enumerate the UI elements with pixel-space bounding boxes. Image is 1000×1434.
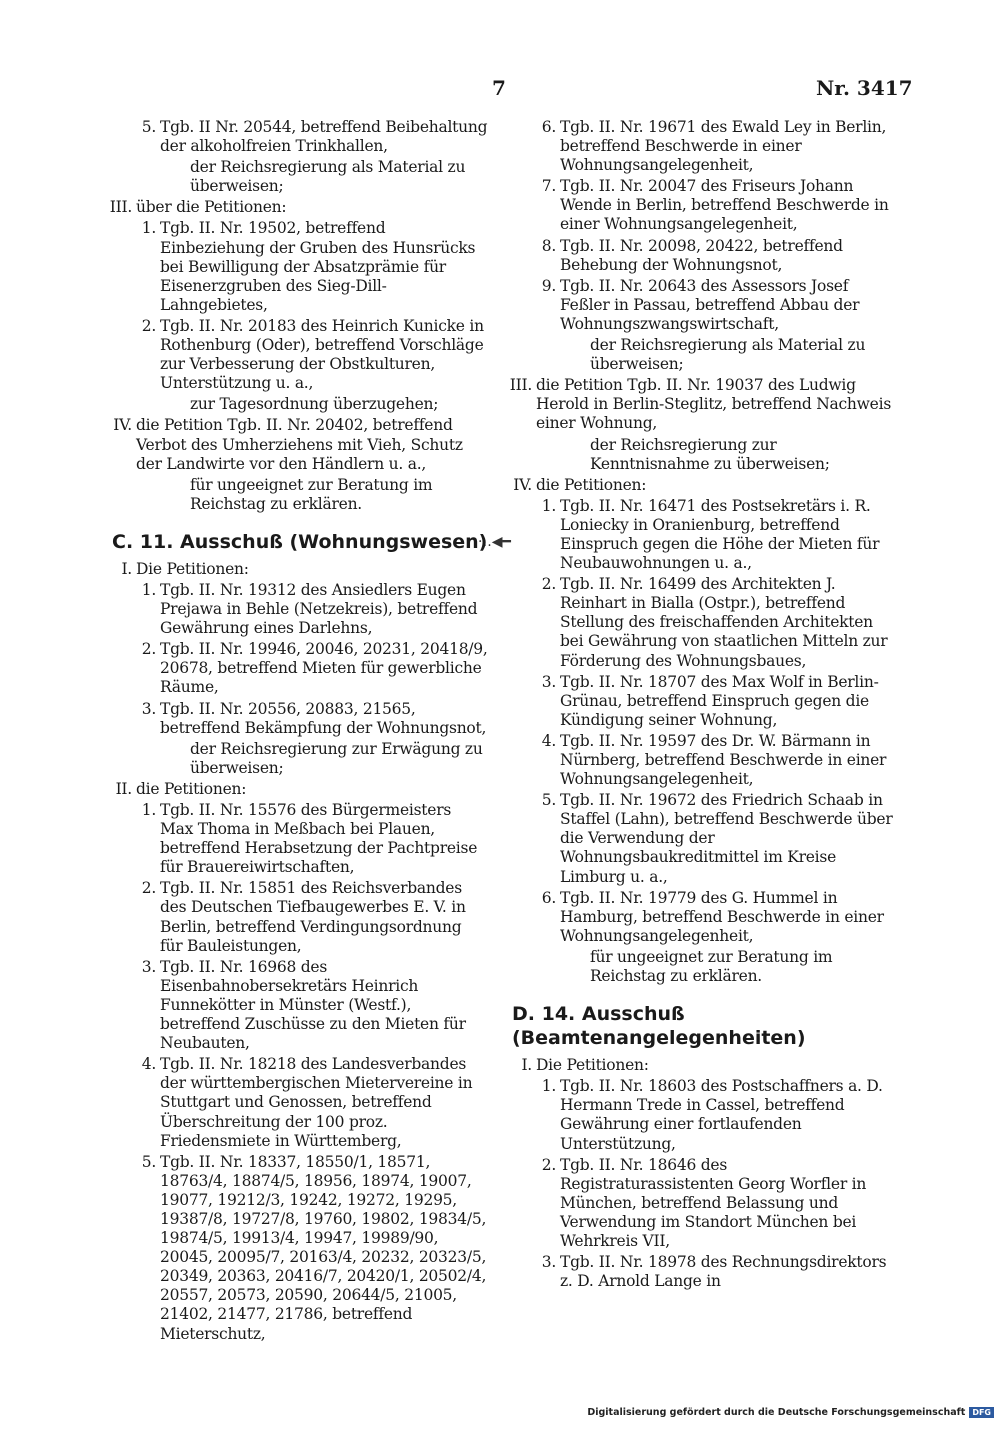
list-item [512,177,898,234]
list-item [512,1056,898,1075]
document-number: Nr. 3417 [816,76,913,100]
list-item [512,1156,898,1251]
item-number: 1. [541,1077,556,1096]
item-number: II. [115,779,132,798]
item-text: für ungeeignet zur Beratung im Reichstag zu erklären. [590,947,833,986]
item-text: Tgb. II. Nr. 20556, 20883, 21565, betreffend Bekämpfung der Wohnungsnot, [160,699,487,737]
list-item [512,497,898,573]
item-text: Tgb. II. Nr. 16499 des Architekten J. Reinhart in Bialla (Ostpr.), betreffend Stellung des freischaffenden Architekten bei Gewährung von staatlichen Mitteln zur Förderung des Wohnungsbaues, [560,575,888,670]
item-number: 6. [541,888,556,907]
item-text: Tgb. II. Nr. 20098, 20422, betreffend Behebung der Wohnungsnot, [560,236,843,274]
item-text: Tgb. II. Nr. 20643 des Assessors Josef Feßler in Passau, betreffend Abbau der Wohnungszwangswirtschaft, [560,276,860,333]
item-text: Tgb. II. Nr. 18646 des Registraturassistenten Georg Worfler in München, betreffend Belassung und Verwendung im Standort München bei Wehrkreis VII, [560,1155,867,1250]
list-item [509,376,898,433]
item-number: 1. [141,580,156,599]
item-number: 4. [141,1055,156,1074]
item-text: Tgb. II. Nr. 19502, betreffend Einbeziehung der Gruben des Hunsrücks bei Bewilligung der Absatzprämie für Eisenerzgruben des Sieg-Dill-Lahngebietes, [160,219,476,314]
list-item [512,1253,898,1291]
margin-arrow-icon: ·‥◀━ [478,534,511,550]
list-item [112,158,488,196]
item-number: I. [521,1056,532,1075]
list-item [109,198,488,217]
item-number: 7. [541,177,556,196]
item-text: Tgb. II. Nr. 19779 des G. Hummel in Hamburg, betreffend Beschwerde in einer Wohnungsangelegenheit, [560,888,884,945]
item-text: Tgb. II. Nr. 18337, 18550/1, 18571, 18763/4, 18874/5, 18956, 18974, 19007, 19077, 19212/3, 19242, 19272, 19295, 19387/8, 19727/8, 19760, 19802, 19834/5, 19874/5, 19913/4, 19947, 19989/90, 20045, 20095/7, 20163/4, 20232, 20323/5, 20349, 20363, 20416/7, 20420/1, 20502/4, 20557, 20573, 20590, 20644/5, 21005, 21402, 21477, 21786, betreffend Mieterschutz, [160,1152,487,1343]
item-text: Tgb. II. Nr. 18978 des Rechnungsdirektors z. D. Arnold Lange in [560,1253,887,1291]
item-number: 3. [541,672,556,691]
footer [587,1407,994,1418]
list-item [512,277,898,334]
list-item [112,118,488,156]
list-item [112,560,488,579]
item-text: zur Tagesordnung überzugehen; [190,395,439,414]
list-item [512,436,898,474]
page-number: 7 [492,76,506,100]
item-number: 5. [141,118,156,136]
left-column [109,118,488,1346]
list-item [112,395,488,414]
list-item [512,237,898,275]
item-text: die Petitionen: [536,475,647,494]
item-text: Tgb. II. Nr. 18707 des Max Wolf in Berlin-Grünau, betreffend Einspruch gegen die Kündigung seiner Wohnung, [560,672,879,729]
item-text: Tgb. II. Nr. 19946, 20046, 20231, 20418/9, 20678, betreffend Mieten für gewerbliche Räume, [160,640,488,697]
item-number: I. [121,559,132,578]
item-text: die Petition Tgb. II. Nr. 19037 des Ludwig Herold in Berlin-Steglitz, betreffend Nachweis einer Wohnung, [536,376,892,433]
item-text: der Reichsregierung als Material zu überweisen; [590,336,866,374]
item-text: Tgb. II. Nr. 19672 des Friedrich Schaab in Staffel (Lahn), betreffend Beschwerde über die Verwendung der Wohnungsbaukreditmittel im Kreise Limburg u. a., [560,791,893,886]
item-number: 2. [141,879,156,898]
list-item [112,581,488,638]
item-text: Tgb. II. Nr. 16471 des Postsekretärs i. R. Loniecky in Oranienburg, betreffend Einspruch gegen die Höhe der Mieten für Neubauwohnungen u. a., [560,496,880,573]
section-heading: D. 14. Ausschuß (Beamtenangelegenheiten) [512,1003,806,1050]
list-item [512,575,898,670]
list-item [512,476,898,495]
item-number: 5. [141,1152,156,1171]
list-item [112,879,488,955]
item-text: Tgb. II. Nr. 15851 des Reichsverbandes des Deutschen Tiefbaugewerbes E. V. in Berlin, betreffend Verdingungsordnung für Bauleistungen, [160,879,466,955]
footer-text: Digitalisierung gefördert durch die Deutsche Forschungsgemeinschaft [587,1407,966,1418]
item-text: Tgb. II. Nr. 16968 des Eisenbahnobersekretärs Heinrich Funnekötter in Münster (Westf.), betreffend Zuschüsse zu den Mieten für Neubauten, [160,957,466,1053]
item-text: über die Petitionen: [136,198,287,217]
item-number: 1. [541,496,556,515]
section-heading: C. 11. Ausschuß (Wohnungswesen) [112,530,488,553]
list-item [112,416,488,473]
item-text: Die Petitionen: [536,1056,649,1075]
dfg-logo-icon: DFG [969,1407,994,1418]
item-number: 3. [141,957,156,976]
list-item [112,1153,488,1344]
list-item [512,1077,898,1153]
item-number: 2. [141,640,156,659]
item-number: 8. [541,236,556,255]
item-text: die Petition Tgb. II. Nr. 20402, betreffend Verbot des Umherziehens mit Vieh, Schutz der Landwirte vor den Händlern u. a., [136,416,463,473]
item-number: 3. [541,1253,556,1272]
list-item [112,219,488,314]
list-item [512,336,898,374]
list-item [512,118,898,175]
item-number: 6. [541,118,556,136]
list-item [112,740,488,778]
list-item [512,732,898,789]
list-item [512,889,898,946]
item-text: Tgb. II. Nr. 19671 des Ewald Ley in Berlin, betreffend Beschwerde in einer Wohnungsangelegenheit, [560,118,887,175]
item-text: Tgb. II. Nr. 15576 des Bürgermeisters Max Thoma in Meßbach bei Plauen, betreffend Herabsetzung der Pachtpreise für Brauereiwirtschaften, [160,801,478,877]
item-number: 2. [541,575,556,594]
item-number: 2. [141,316,156,335]
item-number: IV. [113,416,132,435]
item-number: IV. [513,475,532,494]
right-column [509,118,898,1293]
item-text: Tgb. II. Nr. 18218 des Landesverbandes der württembergischen Mietervereine in Stuttgart und Genossen, betreffend Überschreitung der 100 proz. Friedensmiete in Württemberg, [160,1055,473,1150]
list-item [112,317,488,393]
item-text: Tgb. II. Nr. 20047 des Friseurs Johann Wende in Berlin, betreffend Beschwerde in einer Wohnungsangelegenheit, [560,177,889,234]
item-text: Die Petitionen: [136,559,249,578]
list-item [112,700,488,738]
item-text: der Reichsregierung zur Erwägung zu überweisen; [190,739,483,777]
list-item [112,640,488,697]
item-number: 4. [541,731,556,750]
item-text: die Petitionen: [136,779,247,798]
item-text: der Reichsregierung zur Kenntnisnahme zu überweisen; [590,435,830,473]
list-item [112,1055,488,1150]
item-text: Tgb. II. Nr. 18603 des Postschaffners a. D. Hermann Trede in Cassel, betreffend Gewährung einer fortlaufenden Unterstützung, [560,1077,883,1153]
list-item [112,801,488,877]
item-text: der Reichsregierung als Material zu überweisen; [190,158,466,196]
item-text: Tgb. II Nr. 20544, betreffend Beibehaltung der alkoholfreien Trinkhallen, [160,118,488,156]
list-item [512,791,898,886]
item-text: für ungeeignet zur Beratung im Reichstag zu erklären. [190,475,433,513]
list-item [512,673,898,730]
item-text: Tgb. II. Nr. 20183 des Heinrich Kunicke in Rothenburg (Oder), betreffend Vorschläge zur Verbesserung der Obstkulturen, Unterstützung u. a., [160,316,484,393]
list-item [112,780,488,799]
item-number: III. [509,376,532,395]
list-item [112,476,488,514]
item-number: III. [109,198,132,217]
list-item [512,948,898,986]
list-item [112,958,488,1053]
item-number: 9. [541,276,556,295]
item-number: 2. [541,1155,556,1174]
item-number: 3. [141,699,156,718]
item-text: Tgb. II. Nr. 19597 des Dr. W. Bärmann in Nürnberg, betreffend Beschwerde in einer Wohnungsangelegenheit, [560,731,887,789]
item-number: 1. [141,801,156,819]
item-number: 1. [141,219,156,238]
item-number: 5. [541,791,556,810]
item-text: Tgb. II. Nr. 19312 des Ansiedlers Eugen Prejawa in Behle (Netzekreis), betreffend Gewährung eines Darlehns, [160,580,478,638]
